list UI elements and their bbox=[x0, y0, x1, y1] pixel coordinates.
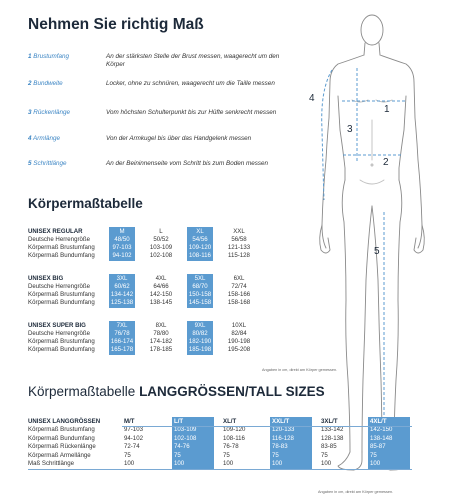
tall-header-line bbox=[122, 426, 412, 427]
tall-header-cell: 4XL/T bbox=[370, 418, 387, 425]
tall-cell: 109-120 bbox=[223, 426, 246, 434]
size-cell: 80/82 bbox=[192, 330, 208, 337]
tall-cell: 75 bbox=[174, 451, 181, 459]
size-cell: 190-198 bbox=[227, 338, 251, 345]
tall-row-label: Maß Schrittlänge bbox=[28, 460, 75, 467]
size-cell: 50/52 bbox=[153, 236, 169, 243]
size-cell: 115-128 bbox=[228, 252, 250, 259]
tall-cell: 138-148 bbox=[370, 434, 393, 442]
tall-table-title-regular: Körpermaßtabelle bbox=[28, 384, 140, 399]
size-cell: 54/56 bbox=[192, 236, 208, 243]
tall-cell: 85-87 bbox=[370, 443, 386, 451]
tall-cell: 75 bbox=[272, 451, 279, 459]
measurement-number: 2 bbox=[28, 80, 32, 87]
size-table-title: Körpermaßtabelle bbox=[28, 196, 143, 211]
size-cell: 182-190 bbox=[188, 338, 212, 345]
size-header-cell: 7XL bbox=[116, 322, 128, 329]
tall-row-label: Körpermaß Armellänge bbox=[28, 451, 91, 459]
size-header-cell: 9XL bbox=[194, 322, 206, 329]
tall-cell: 75 bbox=[370, 451, 377, 459]
tall-cell: 100 bbox=[370, 460, 381, 467]
tall-cell: 100 bbox=[174, 460, 185, 467]
measurement-number: 4 bbox=[28, 135, 32, 142]
size-row-label: Körpermaß Bundumfang bbox=[28, 299, 95, 306]
tall-cell: 142-150 bbox=[370, 426, 393, 434]
measurement-name: Rückenlänge bbox=[33, 109, 71, 116]
size-cell: 103-109 bbox=[149, 244, 173, 251]
size-header-cell: L bbox=[159, 228, 163, 235]
tall-row-label: Körpermaß Rückenlänge bbox=[28, 443, 96, 451]
size-cell: 134-142 bbox=[110, 291, 134, 298]
figure-label-5: 5 bbox=[374, 246, 380, 257]
size-row-label: Körpermaß Bundumfang bbox=[28, 346, 95, 353]
size-cell: 72/74 bbox=[231, 283, 247, 290]
measurement-number: 5 bbox=[28, 160, 32, 167]
tall-header-cell: XXL/T bbox=[272, 418, 290, 425]
tall-cell: 103-109 bbox=[174, 426, 197, 434]
size-cell: 158-166 bbox=[227, 291, 251, 298]
tall-cell: 102-108 bbox=[174, 434, 197, 442]
size-cell: 102-108 bbox=[149, 252, 173, 259]
measurement-description: An der stärksten Stelle der Brust messen, waagerecht um den Körper bbox=[106, 53, 280, 69]
figure-label-3: 3 bbox=[347, 124, 353, 135]
size-row-label: Körpermaß Brustumfang bbox=[28, 244, 95, 251]
tall-cell: 75 bbox=[223, 451, 230, 459]
tall-cell: 128-138 bbox=[321, 434, 344, 442]
size-cell: 145-158 bbox=[188, 299, 212, 306]
size-header-cell: 10XL bbox=[231, 322, 247, 329]
tall-table-note: Angaben in cm, direkt am Körper gemessen. bbox=[318, 490, 394, 494]
size-header-cell: 8XL bbox=[155, 322, 167, 329]
size-cell: 94-102 bbox=[112, 252, 132, 259]
size-row-label: Körpermaß Brustumfang bbox=[28, 291, 95, 298]
measurement-description: Von der Armkugel bis über das Handgelenk messen bbox=[106, 135, 252, 142]
measurement-description: Locker, ohne zu schnüren, waagerecht um die Taille messen bbox=[106, 80, 275, 87]
size-cell: 178-185 bbox=[149, 346, 173, 353]
tall-header-cell: XL/T bbox=[223, 418, 237, 425]
tall-cell: 100 bbox=[321, 460, 332, 467]
tall-bottom-line bbox=[28, 469, 412, 470]
tall-cell: 100 bbox=[124, 460, 135, 467]
size-row-label: Deutsche Herrengröße bbox=[28, 330, 90, 337]
size-row-label: Körpermaß Brustumfang bbox=[28, 338, 95, 345]
size-header-cell: XXL bbox=[233, 228, 245, 235]
size-cell: 48/50 bbox=[114, 236, 130, 243]
size-cell: 125-138 bbox=[110, 299, 134, 306]
tall-cell: 76-78 bbox=[223, 443, 239, 451]
size-cell: 158-168 bbox=[227, 299, 251, 306]
size-cell: 78/80 bbox=[153, 330, 169, 337]
page-title: Nehmen Sie richtig Maß bbox=[28, 16, 204, 33]
tall-cell: 133-142 bbox=[321, 426, 344, 434]
tall-cell: 72-74 bbox=[124, 443, 140, 451]
measurement-number: 3 bbox=[28, 109, 32, 116]
tall-cell: 116-128 bbox=[272, 434, 294, 442]
size-header-cell: 3XL bbox=[116, 275, 128, 282]
size-cell: 64/66 bbox=[153, 283, 169, 290]
measurement-description: An der Beininnenseite vom Schritt bis zum Boden messen bbox=[106, 160, 269, 167]
tall-cell: 108-116 bbox=[223, 434, 245, 442]
tall-table-title-bold: LANGGRÖSSEN/TALL SIZES bbox=[139, 384, 325, 399]
measurement-name: Schrittlänge bbox=[33, 160, 67, 167]
measurement-description: Vom höchsten Schulterpunkt bis zur Hüfte senkrecht messen bbox=[106, 109, 277, 116]
size-cell: 56/58 bbox=[231, 236, 247, 243]
size-header-cell: 4XL bbox=[155, 275, 167, 282]
measurement-name: Brustumfang bbox=[33, 53, 69, 60]
tall-cell: 100 bbox=[223, 460, 234, 467]
size-cell: 138-145 bbox=[149, 299, 173, 306]
size-cell: 174-182 bbox=[149, 338, 173, 345]
tall-cell: 97-103 bbox=[124, 426, 143, 434]
tall-cell: 100 bbox=[272, 460, 283, 467]
size-cell: 142-150 bbox=[149, 291, 173, 298]
tall-cell: 75 bbox=[321, 451, 328, 459]
measurement-name: Armlänge bbox=[33, 135, 60, 142]
size-cell: 195-208 bbox=[227, 346, 251, 353]
size-group-name: UNISEX SUPER BIG bbox=[28, 322, 86, 329]
size-cell: 185-198 bbox=[188, 346, 212, 353]
size-group-name: UNISEX BIG bbox=[28, 275, 64, 282]
tall-cell: 94-102 bbox=[124, 434, 143, 442]
tall-header-cell: M/T bbox=[124, 418, 135, 425]
size-cell: 150-158 bbox=[188, 291, 212, 298]
size-cell: 76/78 bbox=[114, 330, 130, 337]
tall-header-cell: 3XL/T bbox=[321, 418, 338, 425]
size-row-label: Deutsche Herrengröße bbox=[28, 283, 90, 290]
tall-cell: 75 bbox=[124, 451, 131, 459]
size-row-label: Deutsche Herrengröße bbox=[28, 236, 90, 243]
tall-group-name: UNISEX LANGGRÖSSEN bbox=[28, 418, 101, 425]
measurement-number: 1 bbox=[28, 53, 32, 60]
measurement-name: Bundweite bbox=[33, 80, 63, 87]
size-cell: 166-174 bbox=[110, 338, 134, 345]
size-cell: 165-178 bbox=[110, 346, 134, 353]
size-cell: 109-120 bbox=[188, 244, 212, 251]
figure-label-4: 4 bbox=[309, 93, 315, 104]
tall-header-cell: L/T bbox=[174, 418, 184, 425]
size-cell: 68/70 bbox=[192, 283, 208, 290]
size-header-cell: 6XL bbox=[233, 275, 245, 282]
tall-cell: 74-76 bbox=[174, 443, 190, 451]
figure-label-2: 2 bbox=[383, 157, 389, 168]
size-cell: 82/84 bbox=[231, 330, 247, 337]
tall-cell: 78-83 bbox=[272, 443, 288, 451]
tall-row-label: Körpermaß Bundumfang bbox=[28, 434, 95, 442]
size-header-cell: 5XL bbox=[194, 275, 206, 282]
size-cell: 60/62 bbox=[114, 283, 130, 290]
tall-row-label: Körpermaß Brustumfang bbox=[28, 426, 95, 434]
figure-label-1: 1 bbox=[384, 104, 390, 115]
size-cell: 97-103 bbox=[112, 244, 132, 251]
size-row-label: Körpermaß Bundumfang bbox=[28, 252, 95, 259]
size-group-name: UNISEX REGULAR bbox=[28, 228, 83, 235]
size-table-note: Angaben in cm, direkt am Körper gemessen. bbox=[262, 368, 338, 372]
tall-cell: 83-85 bbox=[321, 443, 337, 451]
size-header-cell: XL bbox=[196, 228, 204, 235]
tall-cell: 120-133 bbox=[272, 426, 295, 434]
size-cell: 121-133 bbox=[227, 244, 251, 251]
size-cell: 108-116 bbox=[189, 252, 211, 259]
size-header-cell: M bbox=[119, 228, 125, 235]
